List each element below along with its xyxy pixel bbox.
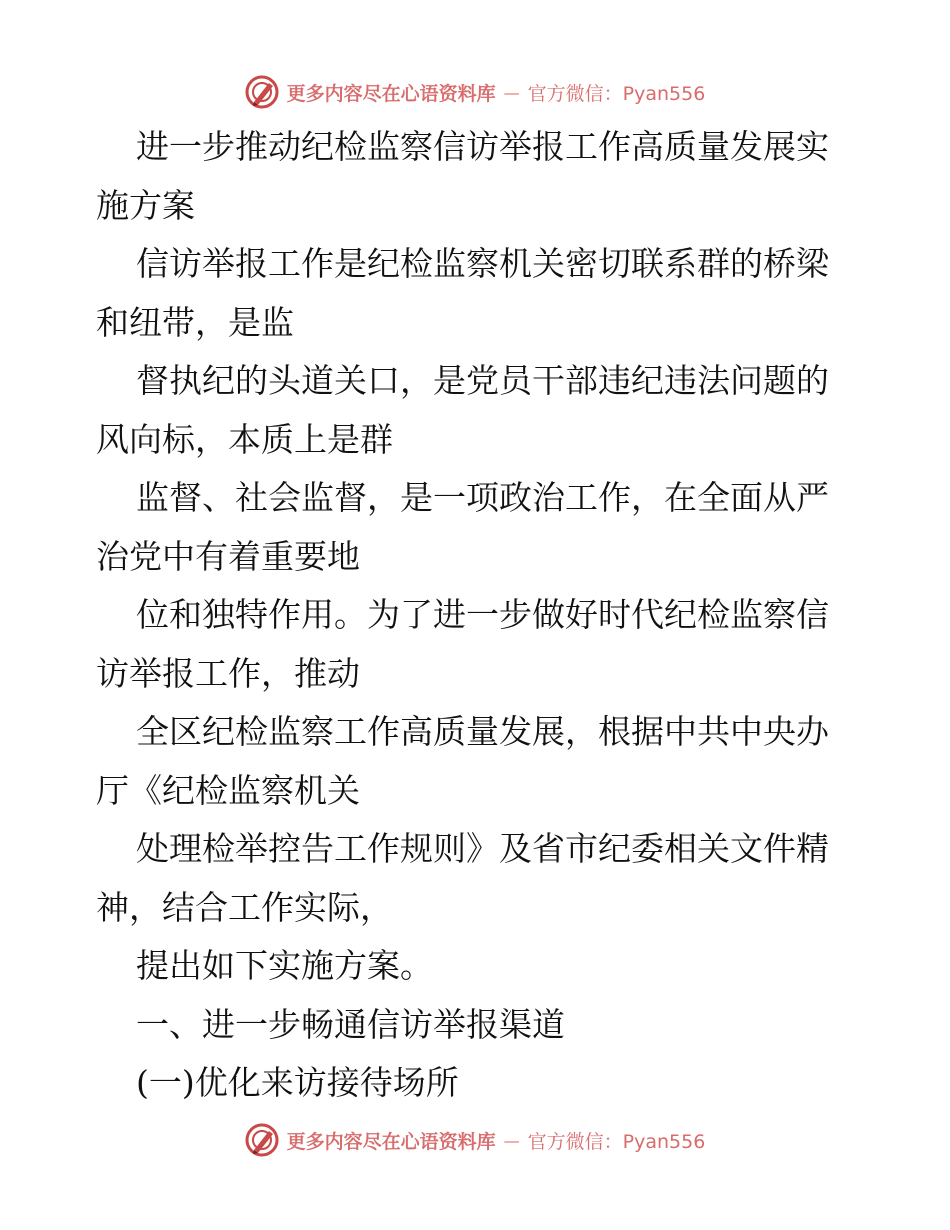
watermark-site-text: 更多内容尽在心语资料库 [286, 1130, 496, 1153]
watermark-site-text: 更多内容尽在心语资料库 [286, 82, 496, 105]
watermark-dash: — [503, 82, 520, 102]
text-line: 监督、社会监督，是一项政治工作，在全面从严 [136, 478, 829, 517]
text-line: 施方案 [96, 185, 195, 225]
watermark-dash: — [503, 1130, 520, 1150]
text-line: 治党中有着重要地 [96, 536, 360, 576]
text-line: 一、进一步畅通信访举报渠道 [136, 1004, 565, 1044]
text-line: (一)优化来访接待场所 [136, 1063, 459, 1102]
text-line: 处理检举控告工作规则》及省市纪委相关文件精 [136, 829, 829, 868]
watermark-contact-text: 官方微信：Pyan556 [527, 1130, 706, 1153]
text-line: 进一步推动纪检监察信访举报工作高质量发展实 [136, 127, 829, 166]
text-line: 神，结合工作实际， [96, 887, 393, 927]
text-line: 访举报工作，推动 [96, 653, 360, 693]
text-line: 厅《纪检监察机关 [96, 770, 360, 810]
text-line: 全区纪检监察工作高质量发展，根据中共中央办 [136, 712, 829, 751]
text-line: 督执纪的头道关口，是党员干部违纪违法问题的 [136, 361, 829, 400]
text-line: 提出如下实施方案。 [136, 946, 433, 985]
pen-logo-icon [245, 1123, 279, 1157]
pen-logo-icon [245, 75, 279, 109]
text-line: 风向标，本质上是群 [96, 419, 393, 459]
text-line: 和纽带，是监 [96, 302, 294, 342]
text-line: 位和独特作用。为了进一步做好时代纪检监察信 [136, 595, 829, 634]
document-body [96, 118, 856, 1113]
footer-watermark [0, 1120, 950, 1160]
text-line: 信访举报工作是纪检监察机关密切联系群的桥梁 [136, 244, 829, 283]
header-watermark [0, 72, 950, 112]
watermark-contact-text: 官方微信：Pyan556 [527, 82, 706, 105]
